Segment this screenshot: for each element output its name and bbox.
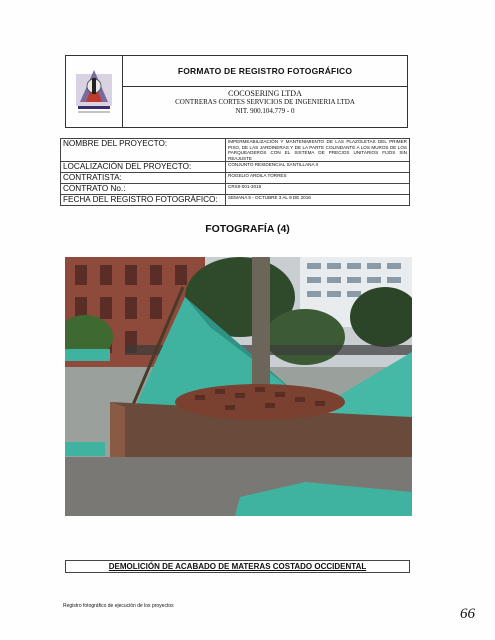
page-number: 66 — [460, 606, 475, 622]
footer-note: Registro fotográfico de ejecución de los proyectos — [63, 603, 174, 609]
photo-heading: FOTOGRAFÍA (4) — [205, 223, 290, 235]
table-row — [61, 173, 410, 184]
document-header — [65, 55, 408, 128]
company-logo — [66, 56, 123, 127]
table-row — [61, 184, 410, 195]
contract-number-label: CONTRATO No.: — [61, 184, 226, 195]
table-row — [61, 139, 410, 162]
location-label: LOCALIZACIÓN DEL PROYECTO: — [61, 162, 226, 173]
company-short-name: COCOSERING LTDA — [228, 89, 302, 98]
contractor-value: ROGELIO ARDILA TORRES — [226, 173, 410, 184]
form-title: FORMATO DE REGISTRO FOTOGRÁFICO — [123, 56, 407, 87]
company-full-name: CONTRERAS CORTES SERVICIOS DE INGENIERIA LTDA — [175, 98, 355, 106]
company-block — [123, 89, 407, 116]
project-info-table — [60, 138, 410, 206]
project-name-value: IMPERMEABILIZACIÓN Y MANTENIMIENTO DE LAS PLAZOLETAS DEL PRIMER PISO, DE LAS JARDINERAS Y DE LA PARTE COLINDANTE A LOS MUROS DE LOS PARQUEADEROS CON EL SISTEMA DE PRECIOS UNITARIOS FIJOS SIN REAJUSTE — [226, 139, 410, 162]
table-row — [61, 162, 410, 173]
photo-caption: DEMOLICIÓN DE ACABADO DE MATERAS COSTADO OCCIDENTAL — [65, 560, 410, 573]
contract-number-value: CRSII-001-2016 — [226, 184, 410, 195]
contractor-label: CONTRATISTA: — [61, 173, 226, 184]
company-nit: NIT. 900.104.779 - 0 — [235, 107, 295, 115]
project-name-label: NOMBRE DEL PROYECTO: — [61, 139, 226, 162]
record-date-value: SEMANA 5 - OCTUBRE 3 AL 9 DE 2016 — [226, 195, 410, 206]
construction-site-photo — [65, 257, 412, 516]
location-value: CONJUNTO RESIDENCIAL SANTILLANA II — [226, 162, 410, 173]
table-row — [61, 195, 410, 206]
record-date-label: FECHA DEL REGISTRO FOTOGRÁFICO: — [61, 195, 226, 206]
